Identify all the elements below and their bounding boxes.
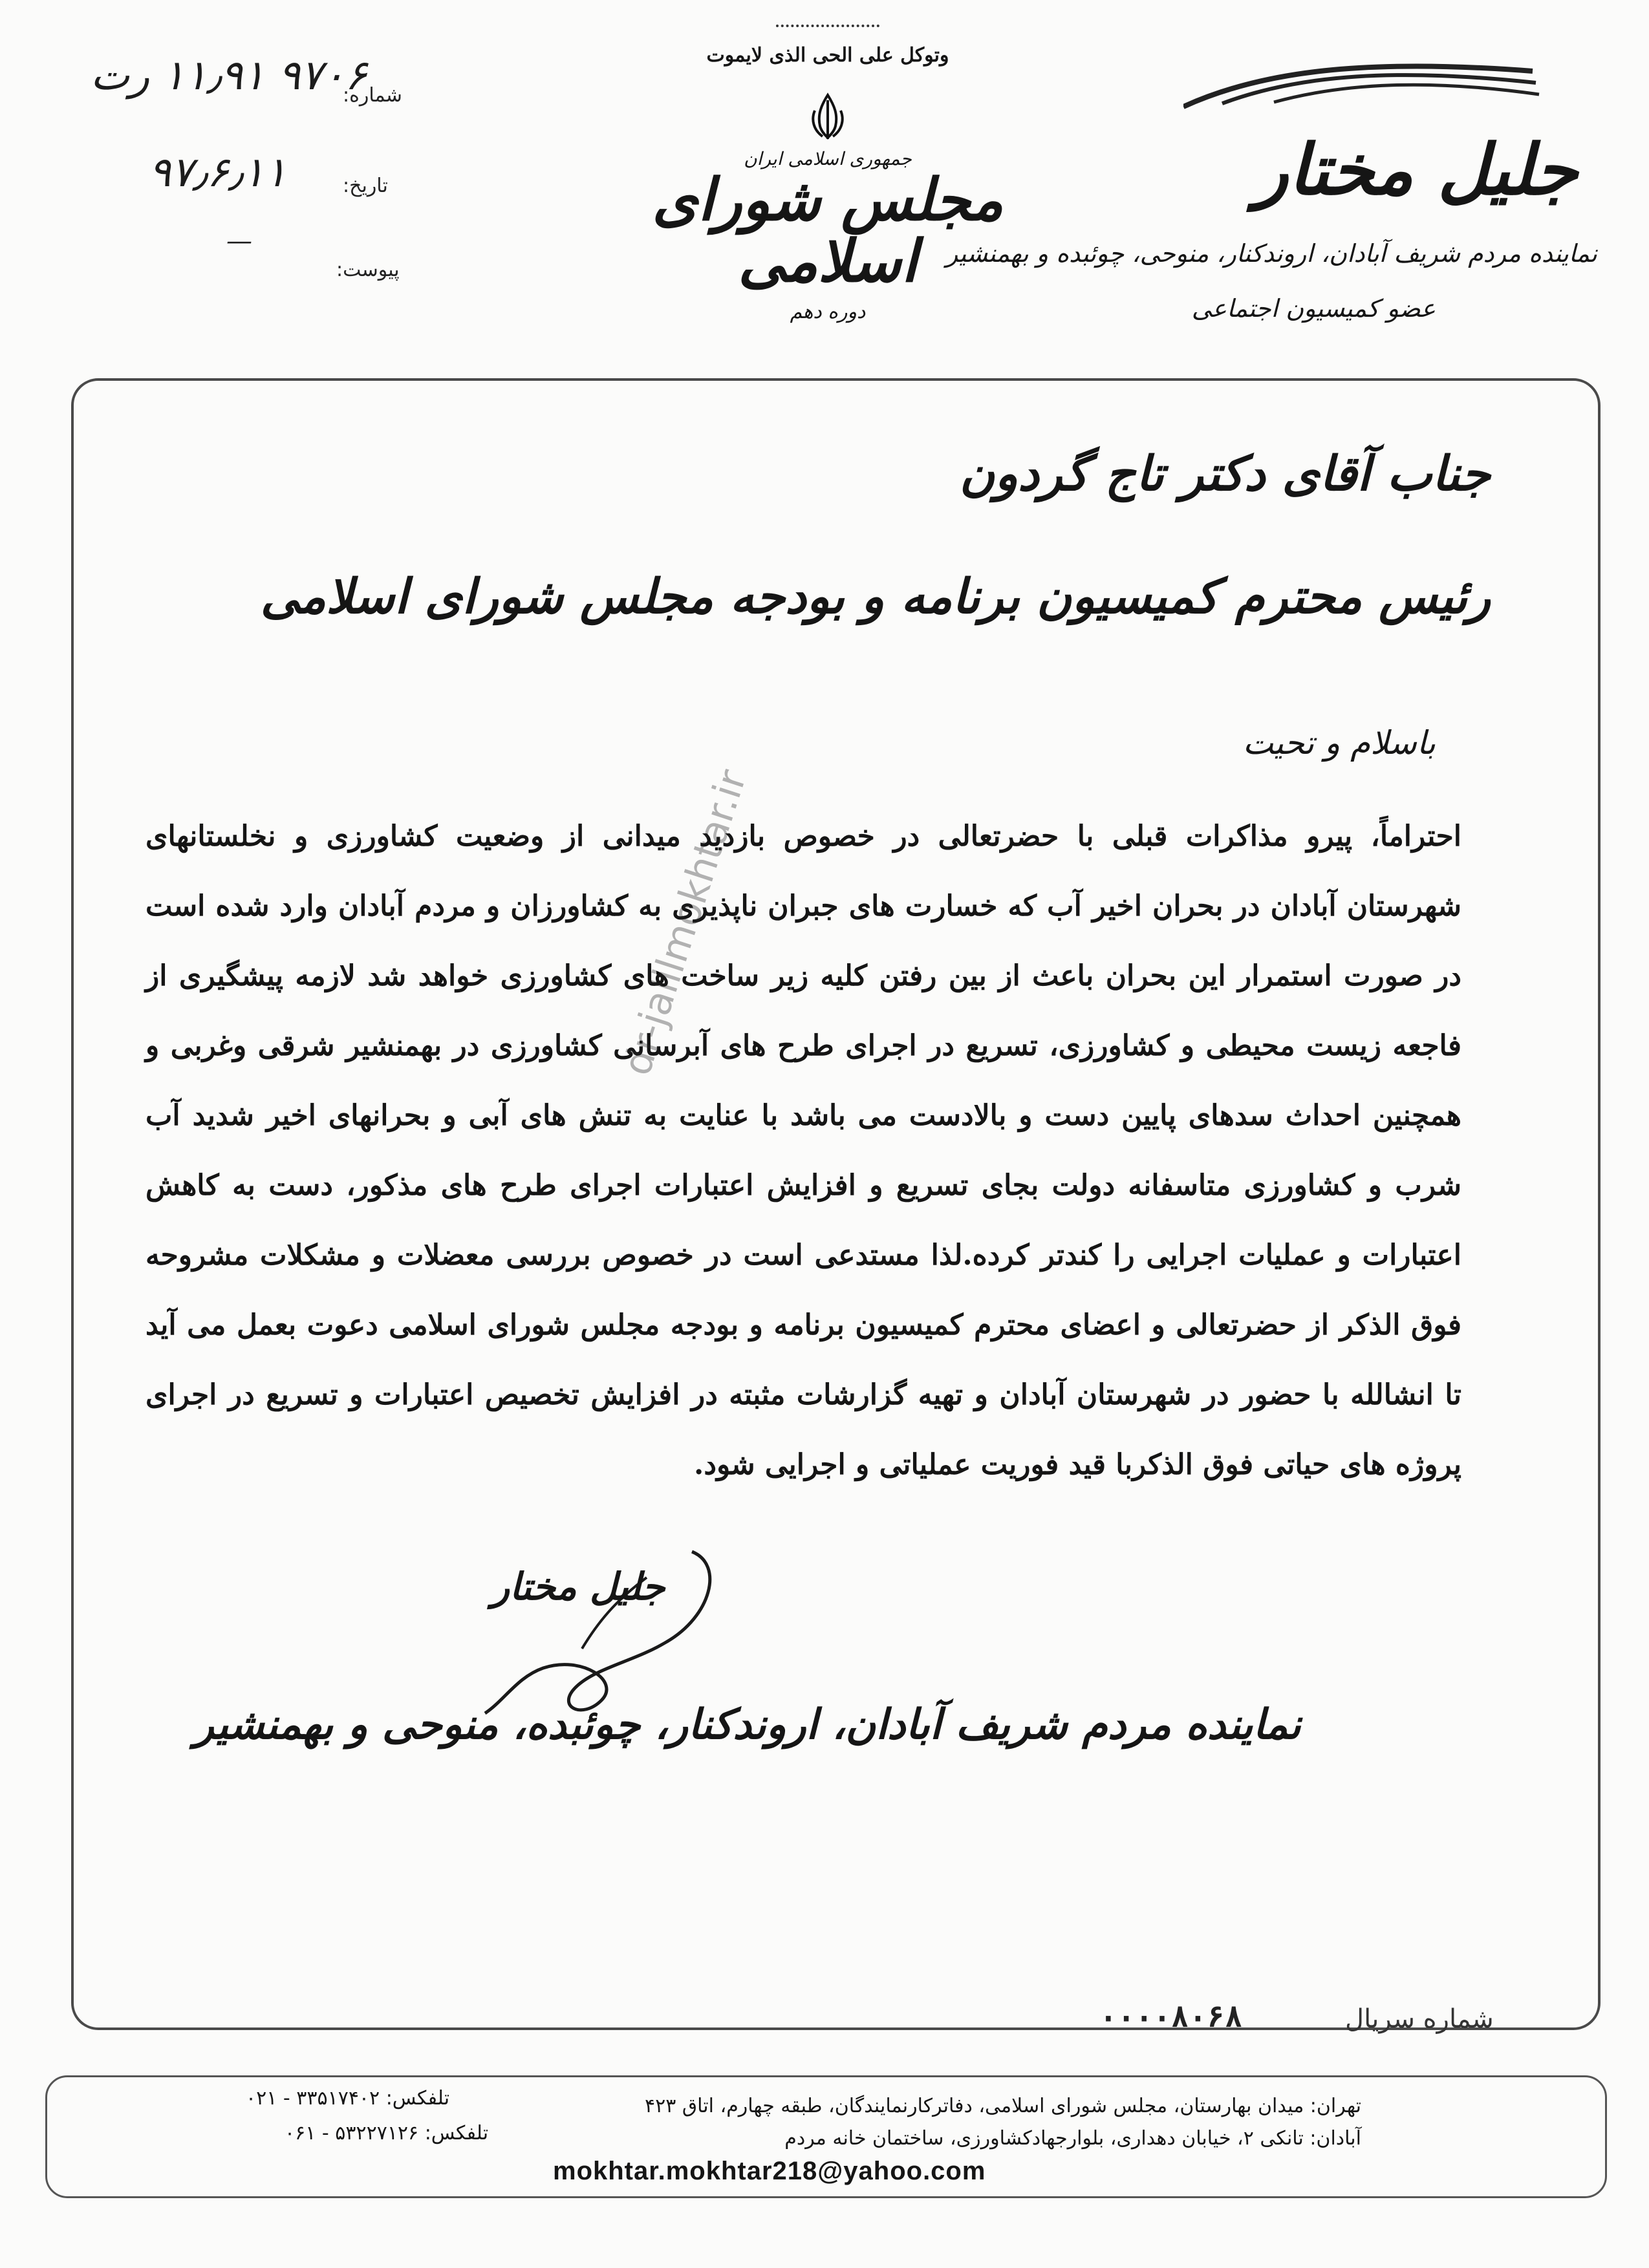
website-watermark: dr-jalilmokhtar.ir xyxy=(614,764,756,1081)
iran-emblem-icon xyxy=(802,91,854,143)
parliament-header xyxy=(647,13,1009,323)
header-parliament-title: مجلس شورای اسلامی xyxy=(652,166,1004,295)
sender-name-logo: جلیل مختار xyxy=(1255,129,1578,211)
letter-date-value: ۹۷٫۶٫۱۱ xyxy=(149,149,287,197)
attachment-value: — xyxy=(226,226,252,256)
abadan-phone: تلفکس: ۵۳۲۲۷۱۲۶ - ۰۶۱ xyxy=(285,2122,489,2145)
header-republic: جمهوری اسلامی ایران xyxy=(744,148,912,169)
header-top-mark xyxy=(776,13,879,27)
sender-representative-line: نماینده مردم شریف آبادان، اروندکنار، منوحی، چوئبده و بهمنشیر xyxy=(945,239,1597,268)
header-verse: وتوکل علی الحی الذی لایموت xyxy=(706,44,949,67)
signature-role: نماینده مردم شریف آبادان، اروندکنار، چوئبده، منوحی و بهمنشیر xyxy=(194,1700,1301,1749)
header-term: دوره دهم xyxy=(790,301,866,323)
attachment-label: پیوست: xyxy=(336,259,400,281)
addressee-position: رئیس محترم کمیسیون برنامه و بودجه مجلس شورای اسلامی xyxy=(260,569,1491,625)
serial-number-label: شماره سریال xyxy=(1345,2004,1494,2034)
flag-ribbon-icon xyxy=(1183,45,1546,116)
signature-name: جلیل مختار xyxy=(491,1565,665,1609)
greeting: باسلام و تحیت xyxy=(1242,724,1436,762)
letter-body: احتراماً، پیرو مذاکرات قبلی با حضرتعالی در خصوص بازدید میدانی از وضعیت کشاورزی و نخلستانهای شهرستان آبادان در بحران اخیر آب که خسارت های جبران ناپذیری به کشاورزان و مردم آبادان وارد شده است در صورت استمرار این بحران باعث از بین رفتن کلیه زیر ساخت های کشاورزی خواهد شد لازمه پیشگیری از فاجعه زیست محیطی و کشاورزی، تسریع در اجرای طرح های آبرسانی کشاورزی در بهمنشیر شرقی وغربی و همچنین احداث سدهای پایین دست و بالادست می باشد با عنایت به تنش های آبی و بحرانهای اخیر شدید آب شرب و کشاورزی متاسفانه دولت بجای تسریع و افزایش اعتبارات اجرای طرح های مذکور، دست به کاهش اعتبارات و عملیات اجرایی را کندتر کرده.لذا مستدعی است در خصوص بررسی معضلات و مشکلات مشروحه فوق الذکر از حضرتعالی و اعضای محترم کمیسیون برنامه و بودجه مجلس شورای اسلامی دعوت بعمل می آید تا انشالله با حضور در شهرستان آبادان و تهیه گزارشات مثبته در افزایش تخصیص اعتبارات و تسریع در اجرای پروژه های حیاتی فوق الذکربا قید فوریت عملیاتی و اجرایی شود. xyxy=(146,820,1461,1481)
letter-date-label: تاریخ: xyxy=(343,175,388,197)
tehran-address: تهران: میدان بهارستان، مجلس شورای اسلامی، دفاترکارنمایندگان، طبقه چهارم، اتاق ۴۲۳ xyxy=(645,2095,1361,2117)
contact-email: mokhtar.mokhtar218@yahoo.com xyxy=(553,2157,986,2185)
document-meta xyxy=(78,52,414,297)
serial-number-value: ۰۰۰۰۸۰۶۸ xyxy=(1099,1999,1243,2034)
letter-number-value: ۹۷۰۶ ۱۱٫۹۱ رت xyxy=(91,52,367,100)
addressee-title: جناب آقای دکتر تاج گردون xyxy=(959,446,1491,502)
abadan-address: آبادان: تانکی ۲، خیابان دهداری، بلوارجهادکشاورزی، ساختمان خانه مردم xyxy=(784,2127,1361,2150)
tehran-phone: تلفکس: ۳۳۵۱۷۴۰۲ - ۰۲۱ xyxy=(246,2087,450,2110)
sender-committee-line: عضو کمیسیون اجتماعی xyxy=(1191,294,1436,323)
letter-number-label: شماره: xyxy=(343,84,402,107)
